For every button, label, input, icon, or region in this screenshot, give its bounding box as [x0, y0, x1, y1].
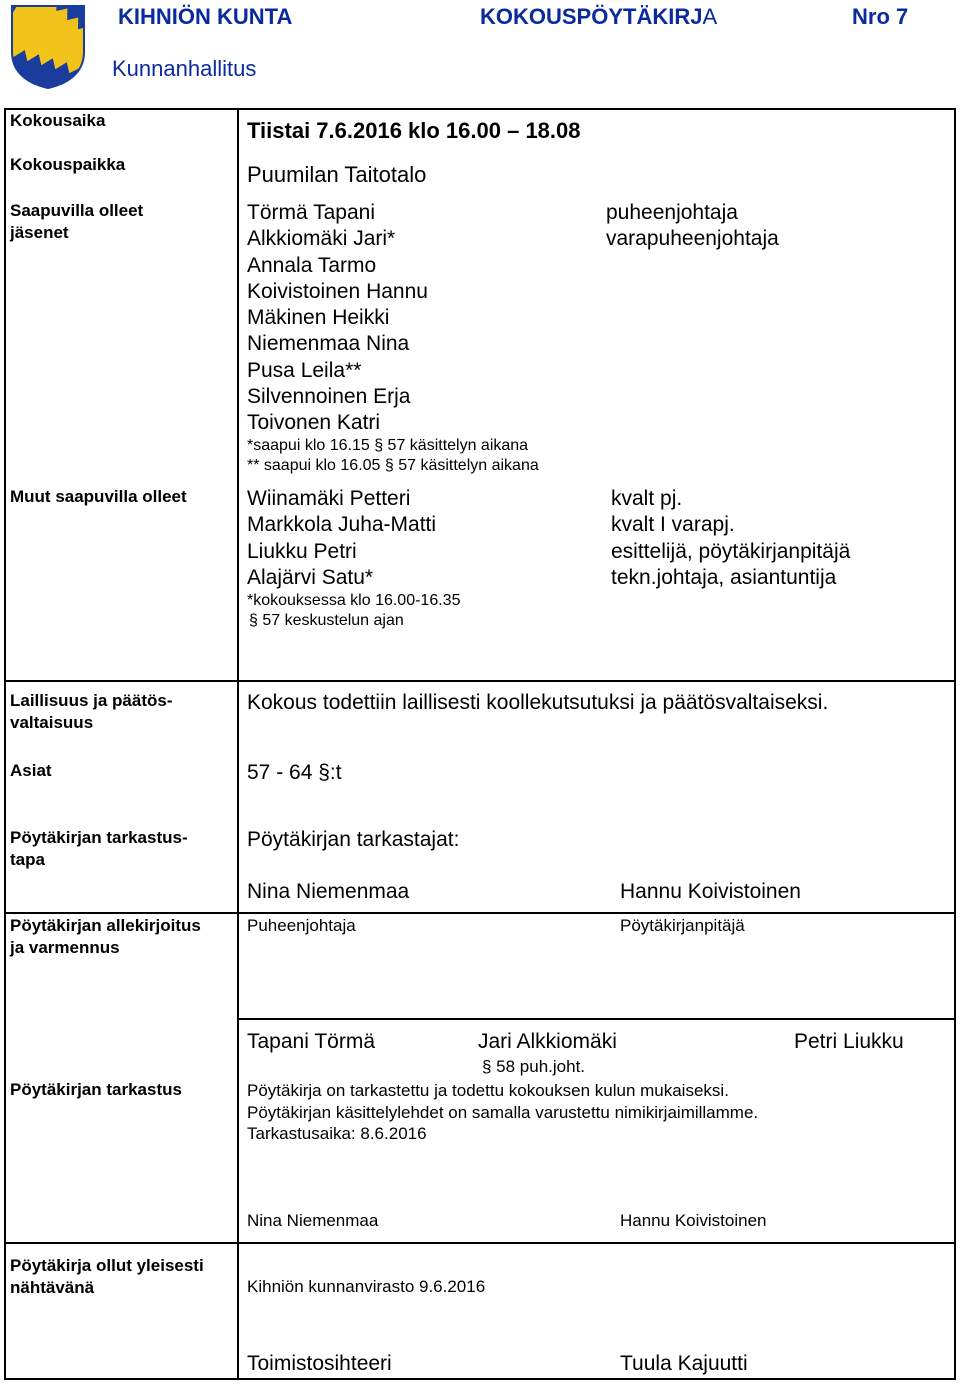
display-value: Kihniön kunnanvirasto 9.6.2016: [247, 1277, 486, 1296]
other-name: Wiinamäki Petteri: [247, 487, 411, 510]
others-note: *kokouksessa klo 16.00-16.35: [247, 592, 461, 609]
signing-label-line2: ja varmennus: [10, 938, 120, 957]
document-title-end: A: [702, 4, 718, 29]
items-value: 57 - 64 §:t: [247, 761, 342, 784]
column-divider: [237, 110, 239, 1378]
legality-label-line1: Laillisuus ja päätös-: [10, 691, 173, 710]
signer-name: Tapani Törmä: [247, 1030, 376, 1053]
checking-line: Tarkastusaika: 8.6.2016: [247, 1124, 427, 1143]
other-name: Alajärvi Satu*: [247, 565, 374, 589]
meeting-place-label: Kokouspaikka: [10, 155, 126, 174]
minutes-table: [4, 108, 956, 1380]
checker-name: Nina Niemenmaa: [247, 880, 410, 903]
checking-line: Pöytäkirja on tarkastettu ja todettu kokouksen kulun mukaiseksi.: [247, 1081, 729, 1100]
signer-name: Petri Liukku: [794, 1030, 904, 1053]
checking-label: Pöytäkirjan tarkastus: [10, 1080, 182, 1099]
meeting-time-value: Tiistai 7.6.2016 klo 16.00 – 18.08: [247, 118, 581, 143]
checking-text: [247, 1080, 758, 1145]
document-number: Nro 7: [852, 4, 909, 29]
other-name: Markkola Juha-Matti: [247, 513, 437, 537]
municipality-name: KIHNIÖN KUNTA: [118, 4, 293, 29]
checker-signature-name: Hannu Koivistoinen: [620, 1211, 767, 1230]
member-role: varapuheenjohtaja: [606, 227, 779, 251]
board-name: Kunnanhallitus: [112, 56, 257, 81]
members-label-line2: jäsenet: [10, 223, 69, 242]
section-divider: [4, 680, 956, 682]
checking-line: Pöytäkirjan käsittelylehdet on samalla varustettu nimikirjaimillamme.: [247, 1102, 759, 1122]
items-label: Asiat: [10, 761, 52, 780]
secretary-title: Toimistosihteeri: [247, 1352, 392, 1375]
signer-name: Jari Alkkiomäki: [478, 1030, 617, 1053]
legality-label: [10, 690, 173, 734]
meeting-time-label: Kokousaika: [10, 111, 106, 130]
document-title: [480, 4, 717, 30]
coat-of-arms-logo: [10, 4, 86, 90]
other-role: kvalt pj.: [611, 487, 683, 510]
members-note: ** saapui klo 16.05 § 57 käsittelyn aikana: [247, 457, 539, 474]
display-label-line1: Pöytäkirja ollut yleisesti: [10, 1256, 204, 1275]
display-label: [10, 1255, 204, 1299]
members-label: [10, 200, 143, 244]
check-method-label-line2: tapa: [10, 850, 45, 869]
member-name: Annala Tarmo: [247, 253, 377, 277]
member-name: Alkkiomäki Jari*: [247, 227, 396, 251]
members-list: [247, 200, 428, 437]
member-name: Mäkinen Heikki: [247, 306, 390, 330]
checker-signature-name: Nina Niemenmaa: [247, 1211, 379, 1230]
section-divider: [4, 1242, 956, 1244]
member-name: Törmä Tapani: [247, 201, 376, 224]
other-name: Liukku Petri: [247, 539, 357, 563]
check-method-label-line1: Pöytäkirjan tarkastus-: [10, 828, 188, 847]
signer-note: § 58 puh.joht.: [482, 1057, 586, 1076]
check-method-value: Pöytäkirjan tarkastajat:: [247, 828, 460, 851]
members-label-line1: Saapuvilla olleet: [10, 201, 144, 220]
meeting-place-value: Puumilan Taitotalo: [247, 162, 427, 187]
display-label-line2: nähtävänä: [10, 1278, 95, 1297]
members-note: *saapui klo 16.15 § 57 käsittelyn aikana: [247, 437, 529, 454]
section-divider: [239, 1018, 956, 1020]
member-role: puheenjohtaja: [606, 201, 738, 224]
secretary-name: Tuula Kajuutti: [620, 1352, 748, 1375]
member-name: Niemenmaa Nina: [247, 332, 410, 356]
member-name: Silvennoinen Erja: [247, 385, 411, 409]
member-name: Koivistoinen Hannu: [247, 279, 428, 303]
other-role: esittelijä, pöytäkirjanpitäjä: [611, 539, 851, 563]
member-name: Pusa Leila**: [247, 358, 362, 382]
chair-role: Puheenjohtaja: [247, 916, 356, 935]
section-divider: [4, 912, 956, 914]
others-note: § 57 keskustelun ajan: [249, 612, 404, 629]
check-method-label: [10, 827, 188, 871]
document-title-main: KOKOUSPÖYTÄKIRJ: [480, 4, 703, 29]
other-role: tekn.johtaja, asiantuntija: [611, 565, 837, 589]
member-name: Toivonen Katri: [247, 411, 381, 435]
page-header: [0, 0, 960, 100]
legality-value: Kokous todettiin laillisesti koollekutsutuksi ja päätösvaltaiseksi.: [247, 691, 829, 714]
signing-label-line1: Pöytäkirjan allekirjoitus: [10, 916, 201, 935]
checker-name: Hannu Koivistoinen: [620, 880, 801, 903]
secretary-role: Pöytäkirjanpitäjä: [620, 916, 745, 935]
others-roles: [611, 486, 850, 591]
signing-label: [10, 915, 201, 959]
others-label: Muut saapuvilla olleet: [10, 487, 187, 506]
others-list: [247, 486, 436, 591]
members-roles: [606, 200, 779, 253]
other-role: kvalt I varapj.: [611, 513, 735, 537]
legality-label-line2: valtaisuus: [10, 713, 94, 732]
